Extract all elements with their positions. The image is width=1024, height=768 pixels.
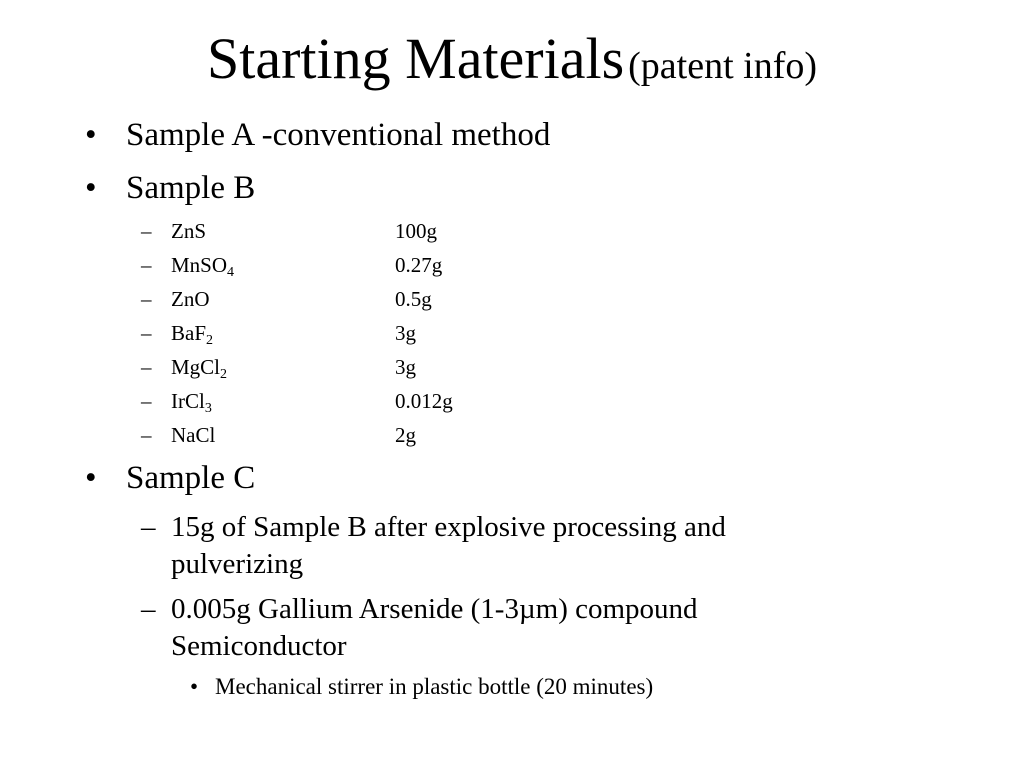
bullet-label: Sample C: [126, 460, 256, 496]
bullet-symbol: •: [85, 170, 97, 206]
sample-c-item-text: 15g of Sample B after explosive processing and pulverizing: [171, 511, 726, 580]
material-name: BaF$_2$: [171, 321, 214, 348]
material-name: IrCl$_3$: [171, 389, 212, 416]
material-name: ZnS: [171, 219, 207, 243]
sample-c-subitem-text: Mechanical stirrer in plastic bottle (20 minutes): [215, 674, 654, 699]
title-main: Starting Materials: [206, 26, 625, 91]
dash-symbol: –: [141, 253, 152, 277]
sample-c-item-text: 0.005g Gallium Arsenide (1-3µm) compound Semiconductor: [171, 593, 698, 662]
bullet-symbol: •: [85, 460, 97, 496]
dash-symbol: –: [141, 321, 152, 345]
material-name: NaCl: [171, 423, 216, 447]
dash-symbol: –: [141, 389, 152, 413]
dash-symbol: –: [141, 423, 152, 447]
dash-symbol: –: [141, 355, 152, 379]
material-name: MgCl$_2$: [171, 355, 228, 382]
material-quantity: 3g: [395, 355, 416, 379]
slide-title: [0, 26, 1024, 91]
material-quantity: 0.27g: [395, 253, 443, 277]
dash-symbol: –: [141, 219, 152, 243]
dash-symbol: –: [141, 287, 152, 311]
bullet-label: Sample A -conventional method: [126, 117, 551, 153]
title-sub: (patent info): [628, 45, 818, 87]
material-name: ZnO: [171, 287, 210, 311]
material-quantity: 2g: [395, 423, 416, 447]
bullet-label: Sample B: [126, 170, 256, 206]
bullet-symbol: •: [85, 117, 97, 153]
material-quantity: 100g: [395, 219, 437, 243]
material-quantity: 0.5g: [395, 287, 432, 311]
material-name: MnSO$_4$: [171, 253, 235, 280]
material-quantity: 3g: [395, 321, 416, 345]
dash-symbol: –: [141, 511, 156, 543]
dash-symbol: –: [141, 593, 156, 625]
material-quantity: 0.012g: [395, 389, 453, 413]
bullet-symbol: •: [190, 674, 199, 699]
